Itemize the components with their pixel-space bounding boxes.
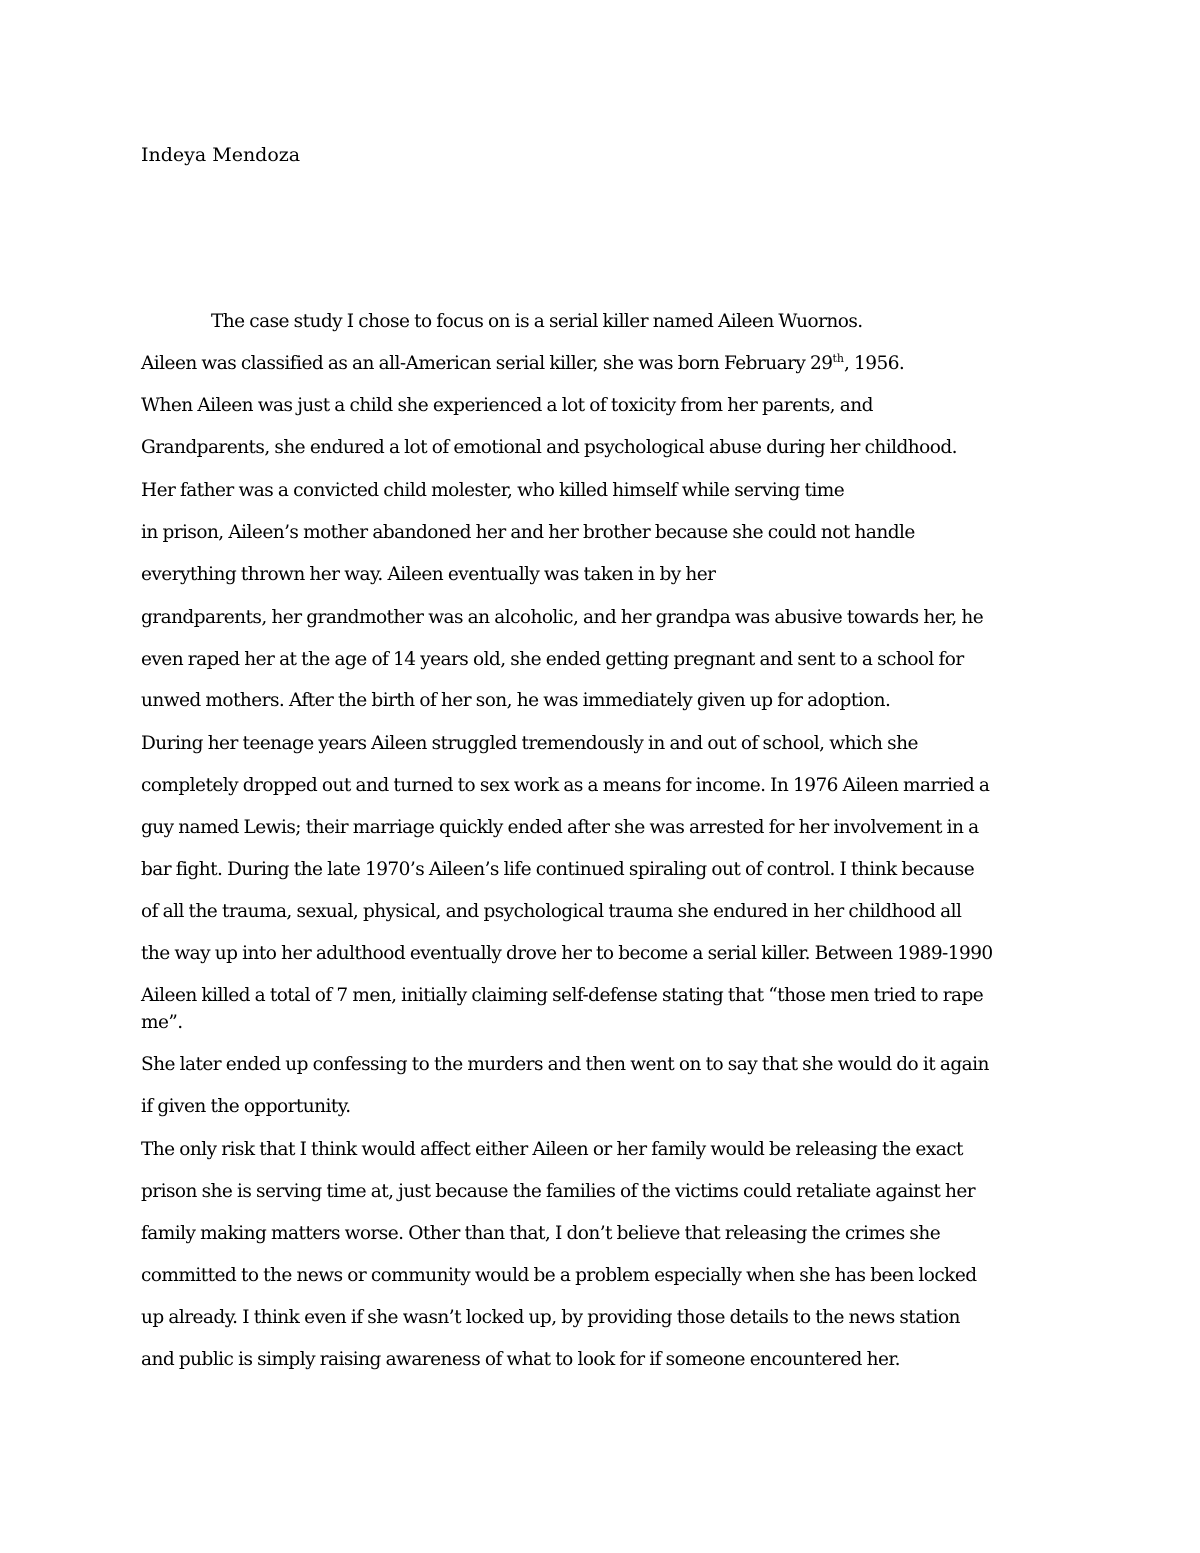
essay-line xyxy=(141,352,904,376)
essay-line: me”. xyxy=(141,1012,183,1033)
essay-line: The only risk that I think would affect either Aileen or her family would be releasing the exact xyxy=(141,1139,963,1160)
essay-line: even raped her at the age of 14 years old, she ended getting pregnant and sent to a school for xyxy=(141,649,964,670)
essay-line: bar fight. During the late 1970’s Aileen’s life continued spiraling out of control. I think because xyxy=(141,859,975,880)
essay-line: guy named Lewis; their marriage quickly ended after she was arrested for her involvement in a xyxy=(141,817,979,838)
essay-line: the way up into her adulthood eventually drove her to become a serial killer. Between 1989-1990 xyxy=(141,943,993,964)
essay-line: She later ended up confessing to the murders and then went on to say that she would do it again xyxy=(141,1054,989,1075)
essay-line: family making matters worse. Other than that, I don’t believe that releasing the crimes she xyxy=(141,1223,941,1244)
essay-line: The case study I chose to focus on is a serial killer named Aileen Wuornos. xyxy=(211,311,863,332)
ordinal-superscript: th xyxy=(832,351,844,365)
essay-line: grandparents, her grandmother was an alcoholic, and her grandpa was abusive towards her, he xyxy=(141,607,984,628)
essay-line: up already. I think even if she wasn’t locked up, by providing those details to the news station xyxy=(141,1307,960,1328)
essay-line-tail: , 1956. xyxy=(843,353,905,374)
essay-line: When Aileen was just a child she experienced a lot of toxicity from her parents, and xyxy=(141,395,873,416)
essay-line: committed to the news or community would be a problem especially when she has been locked xyxy=(141,1265,977,1286)
essay-line: Her father was a convicted child molester, who killed himself while serving time xyxy=(141,480,845,501)
essay-line: completely dropped out and turned to sex work as a means for income. In 1976 Aileen married a xyxy=(141,775,990,796)
essay-line: everything thrown her way. Aileen eventually was taken in by her xyxy=(141,564,716,585)
essay-line: of all the trauma, sexual, physical, and psychological trauma she endured in her childhood all xyxy=(141,901,962,922)
essay-line: prison she is serving time at, just because the families of the victims could retaliate against her xyxy=(141,1181,976,1202)
essay-line: Aileen killed a total of 7 men, initially claiming self-defense stating that “those men tried to rape xyxy=(141,985,984,1006)
essay-line-text: Aileen was classified as an all-American serial killer, she was born February 29 xyxy=(141,353,833,374)
essay-line: in prison, Aileen’s mother abandoned her and her brother because she could not handle xyxy=(141,522,915,543)
essay-line: unwed mothers. After the birth of her son, he was immediately given up for adoption. xyxy=(141,690,891,711)
essay-line: Grandparents, she endured a lot of emotional and psychological abuse during her childhood. xyxy=(141,437,957,458)
essay-line: and public is simply raising awareness of what to look for if someone encountered her. xyxy=(141,1349,900,1370)
essay-line: if given the opportunity. xyxy=(141,1096,351,1117)
author-name: Indeya Mendoza xyxy=(141,144,301,166)
essay-line: During her teenage years Aileen struggled tremendously in and out of school, which she xyxy=(141,733,918,754)
